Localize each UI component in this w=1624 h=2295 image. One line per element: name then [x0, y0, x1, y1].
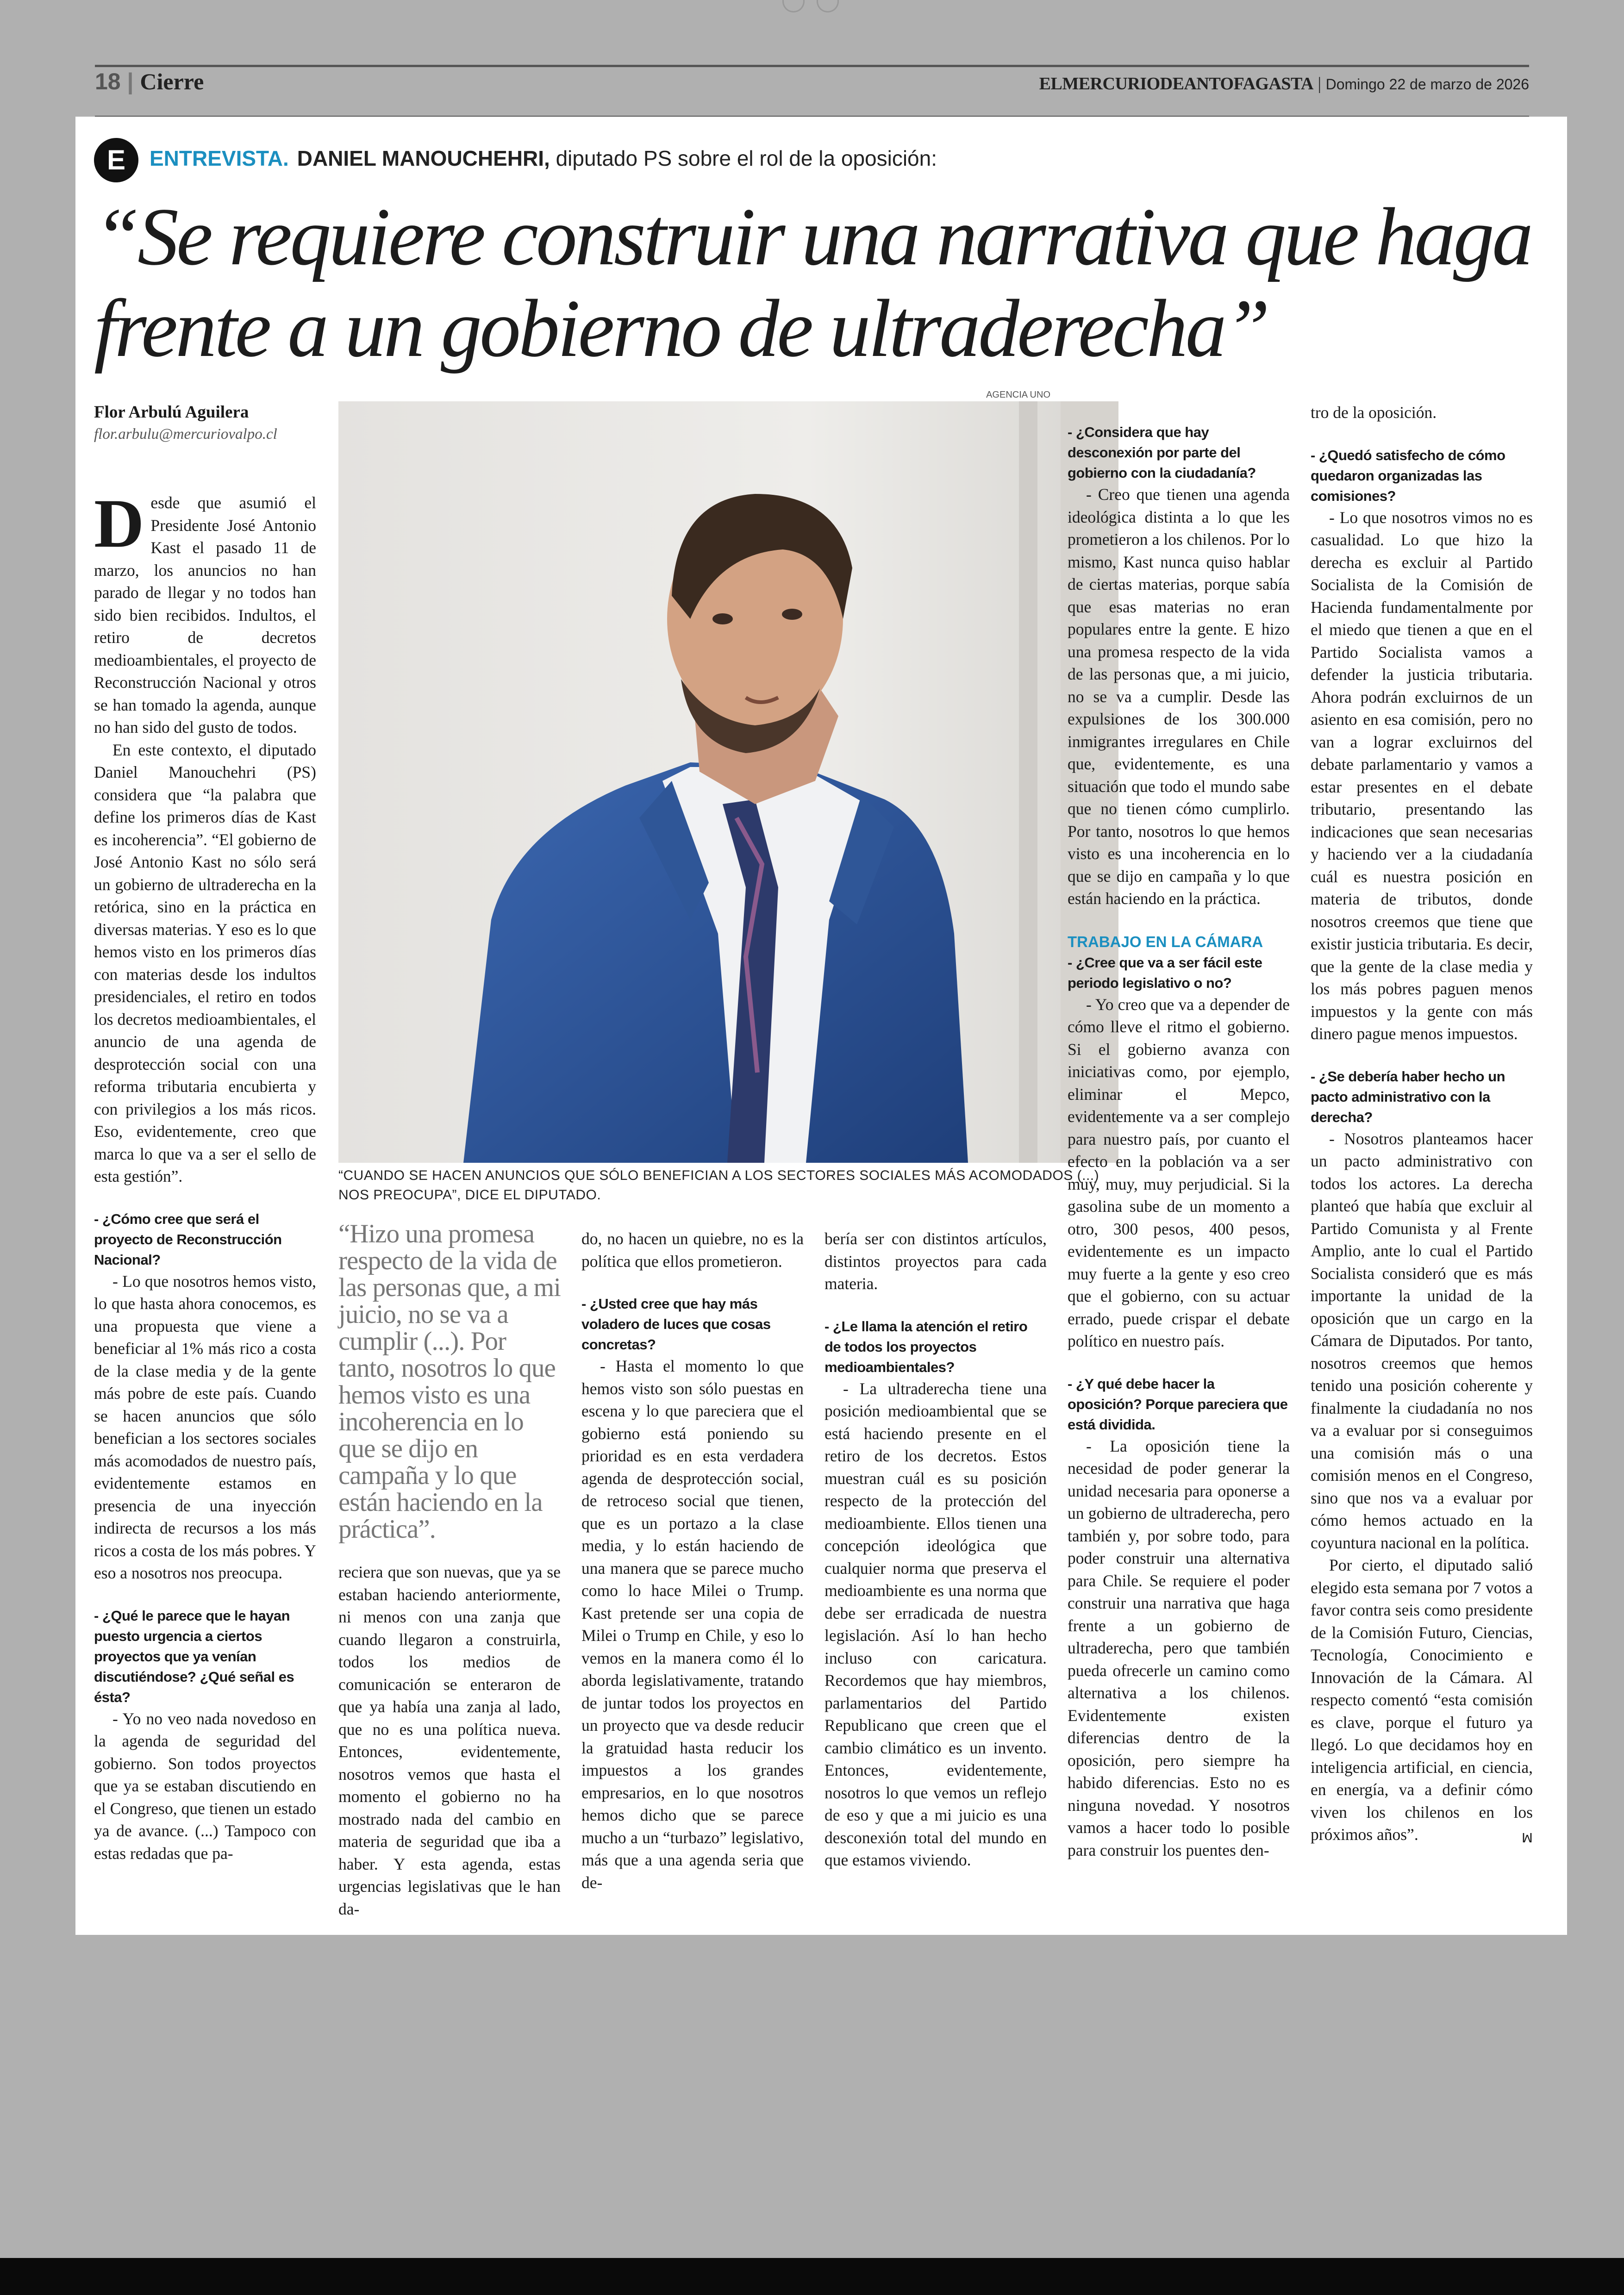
paragraph: do, no hacen un quiebre, no es la política que ellos prometieron.: [581, 1229, 804, 1271]
e-logo-icon: E: [94, 138, 138, 182]
author-name: Flor Arbulú Aguilera: [94, 403, 249, 422]
answer: - Yo no veo nada novedoso en la agenda de seguridad del gobierno. Son todos proyectos que ya se estaban discutiendo en el Congreso, que tienen un estado ya de avance. (...) Tampoco con estas redadas que pa-: [94, 1709, 316, 1863]
answer: - La ultraderecha tiene una posición medioambiental que se está haciendo presente en el retiro de los decretos. Estos muestran cuál es su posición respecto de la protección del medioambiente. Ellos tienen una concepción ideológica que cualquier norma que preserva el medioambiente es una norma que debe ser erradicada de nuestra legislación. Así lo han hecho incluso con caricatura. Recordemos que hay miembros, parlamentarios del Partido Republicano que creen que el cambio climático es un invento. Entonces, evidentemente, nosotros lo que vemos un reflejo de eso y que a mi juicio es una desconexión total del mundo en que estamos viviendo.: [824, 1379, 1047, 1869]
masthead: ELMERCURIODEANTOFAGASTA | Domingo 22 de marzo de 2026: [1039, 74, 1529, 94]
text-column-1: [94, 485, 316, 1865]
page-indicator: [782, 0, 843, 13]
text-column-5: [1068, 422, 1290, 1861]
interviewee-name: DANIEL MANOUCHEHRI,: [297, 146, 550, 170]
kicker-tag: ENTREVISTA.: [150, 146, 289, 170]
question: - ¿Quedó satisfecho de cómo quedaron organizadas las comisiones?: [1311, 447, 1505, 504]
closing-text: Por cierto, el diputado salió elegido esta semana por 7 votos a favor contra seis como presidente de la Comisión Futuro, Ciencias, Tecnología, Conocimiento e Innovación de la Cámara. Al respecto comentó “esta comisión es clave, porque el futuro ya llegó. Lo que decidamos hoy en inteligencia artificial, en ciencia, en energía, va a definir cómo viven los chilenos en los próximos años”.: [1311, 1556, 1533, 1844]
text-column-2: [338, 1561, 561, 1920]
end-mark-icon: ꟽ: [1521, 1830, 1533, 1846]
kicker: [94, 135, 937, 181]
closing-paragraph: [1311, 1554, 1533, 1846]
text-column-3: [581, 1228, 804, 1894]
answer: - La oposición tiene la necesidad de poder generar la unidad necesaria para oponerse a un gobierno de ultraderecha, pero también y, por sobre todo, para poder construir una alternativa para Chile. Se requiere el poder construir una narrativa que haga frente a un gobierno de ultraderecha, pero que también pueda ofrecerle un camino como alternativa a los chilenos. Evidentemente existen diferencias dentro de la oposición, pero siempre ha habido diferencias. Esto no es ninguna novedad. Y nosotros vamos a hacer todo lo posible para construir los puentes den-: [1068, 1436, 1290, 1859]
paragraph: tro de la oposición.: [1311, 403, 1437, 422]
answer: - Lo que nosotros hemos visto, lo que hasta ahora conocemos, es una propuesta que viene a beneficiar al 1% más rico a costa de la clase media y de la gente más pobre de este país. Cuando se hacen anuncios que sólo benefician a los sectores sociales más acomodados de nuestro país, evidentemente estamos en presencia de una inyección indirecta de recursos a los más ricos a costa de los más pobres. Y eso a nosotros nos preocupa.: [94, 1272, 316, 1582]
question: - ¿Se debería haber hecho un pacto administrativo con la derecha?: [1311, 1068, 1505, 1125]
answer: - Hasta el momento lo que hemos visto son sólo puestas en escena y lo que pareciera que el gobierno está poniendo su prioridad es en esta verdadera agenda de desprotección social, de retroceso social que tienen, que es un portazo a la clase media, y lo están haciendo de una manera que se parece mucho como lo hace Milei o Trump. Kast pretende ser una copia de Milei o Trump en Chile, y eso lo vemos en la manera como él lo aborda legislativamente, tratando de juntar todos los proyectos en un proyecto que va desde reducir la gratuidad hasta reducir los impuestos a los grandes empresarios, en lo que nosotros hemos dicho que se parece mucho a un “turbazo” legislativo, más que a una agenda seria que de-: [581, 1357, 804, 1892]
author-email[interactable]: flor.arbulu@mercuriovalpo.cl: [94, 426, 277, 443]
drop-cap: D: [94, 485, 144, 562]
headline: “Se requiere construir una narrativa que haga frente a un gobierno de ultraderecha”: [94, 191, 1531, 374]
question: - ¿Qué le parece que le hayan puesto urgencia a ciertos proyectos que ya venían discutiéndose? ¿Qué señal es ésta?: [94, 1607, 294, 1705]
kicker-description: diputado PS sobre el rol de la oposición:: [556, 146, 937, 170]
answer: - Lo que nosotros vimos no es casualidad. Lo que hizo la derecha es excluir al Partido Socialista de la Comisión de Hacienda fundamentalmente por el miedo que tienen a que en el Partido Socialista vamos a defender la justicia tributaria. Ahora podrán excluirnos de un asiento en esa comisión, pero no van a lograr excluirnos del debate parlamentario y vamos a estar presentes en el debate tributario, presentando las indicaciones que sean necesarias y haciendo ver a la ciudadanía cuál es nuestra posición en materia de tributos, donde nosotros creemos que tiene que existir justicia tributaria. Es decir, que la gente de la clase media y los más pobres paguen menos impuestos y la gente con más dinero pague menos impuestos.: [1311, 508, 1533, 1043]
issue-date: Domingo 22 de marzo de 2026: [1325, 76, 1529, 93]
text-column-4: [824, 1228, 1047, 1871]
page-number: 18: [95, 69, 121, 94]
lead-paragraph: [94, 485, 316, 739]
paragraph: En este contexto, el diputado Daniel Manouchehri (PS) considera que “la palabra que define los primeros días de Kast es incoherencia”. “El gobierno de José Antonio Kast no sólo será un gobierno de ultraderecha en la retórica, sino en la práctica en diversas materias. Y eso es lo que hemos visto en los primeros días con materias desde los indultos presidenciales, el retiro en todos los decretos medioambientales, el anuncio de una agenda de desprotección social con una reforma tributaria encubierta y con privilegios a los más ricos. Eso, evidentemente, creo que marca lo que va a ser el sello de esta gestión”.: [94, 740, 316, 1185]
byline: [94, 401, 316, 445]
section-subheading: TRABAJO EN LA CÁMARA: [1068, 933, 1263, 950]
answer: - Yo creo que va a depender de cómo lleve el ritmo el gobierno. Si el gobierno avanza con iniciativas como, por ejemplo, eliminar el Mepco, evidentemente va a ser complejo para nuestro país, por cuanto el efecto en la población va a ser muy, muy, muy perjudicial. Si la gasolina sube de un momento a otro, 300 pesos, 400 pesos, evidentemente es un impacto muy fuerte a la gente y eso creo que el gobierno, con su actuar errado, puede crispar el debate político en nuestro país.: [1068, 995, 1290, 1350]
newspaper-name: ELMERCURIODEANTOFAGASTA: [1039, 74, 1313, 94]
article: [75, 117, 1567, 1935]
bottom-bar: [0, 2258, 1624, 2295]
question: - ¿Cree que va a ser fácil este periodo legislativo o no?: [1068, 954, 1262, 991]
answer: - Nosotros planteamos hacer un pacto administrativo con todos los actores. La derecha planteó que había que excluir al Partido Comunista y al Frente Amplio, ante lo cual el Partido Socialista consideró que es más importante la unidad de la oposición que un cargo en la Cámara de Diputados. Por tanto, nosotros creemos que hemos tenido una posición coherente y finalmente la ciudadanía no nos va a evaluar por si conseguimos una comisión más o una comisión menos en el Congreso, sino que nos va a evaluar por cómo hemos actuado en la coyuntura nacional en la política.: [1311, 1129, 1533, 1552]
paragraph: reciera que son nuevas, que ya se estaban haciendo anteriormente, ni menos con una zanja que cuando llegaron a construirla, todos los medios de comunicación se enteraron de que ya había una zanja al lado, que no es una política nueva. Entonces, evidentemente, nosotros vemos que hasta el momento el gobierno no ha mostrado nada del cambio en materia de seguridad que iba a haber. Y esta agenda, estas urgencias legislativas que le han da-: [338, 1563, 561, 1918]
portrait-illustration: [338, 401, 1118, 1163]
question: - ¿Considera que hay desconexión por parte del gobierno con la ciudadanía?: [1068, 424, 1256, 481]
section-label: 18 | Cierre: [95, 69, 204, 94]
question: - ¿Usted cree que hay más voladero de luces que cosas concretas?: [581, 1296, 771, 1353]
question: - ¿Le llama la atención el retiro de todos los proyectos medioambientales?: [824, 1318, 1028, 1375]
page-dot[interactable]: [817, 0, 839, 12]
page-header: [95, 65, 1529, 118]
answer: - Creo que tienen una agenda ideológica distinta a lo que les prometieron a los chilenos. Por lo mismo, Kast nunca quiso hablar de ciertas materias, porque sabía que esas materias no eran populares entre la gente. E hizo una promesa respecto de la vida de las personas que, a mi juicio, no se va a cumplir. Desde las expulsiones de los 300.000 inmigrantes irregulares en Chile que, evidentemente, es una situación que todo el mundo sabe que no tienen cómo cumplirlo. Por tanto, nosotros lo que hemos visto es una incoherencia en lo que se dijo en campaña y lo que están haciendo en la práctica.: [1068, 485, 1290, 908]
photo-caption: “CUANDO SE HACEN ANUNCIOS QUE SÓLO BENEFICIAN A LOS SECTORES SOCIALES MÁS ACOMODADOS (...) NOS PREOCUPA”, DICE EL DIPUTADO.: [338, 1168, 1099, 1203]
portrait-photo: [338, 401, 1118, 1163]
section-name: Cierre: [140, 69, 204, 94]
page-dot[interactable]: [782, 0, 805, 12]
photo-credit: AGENCIA UNO: [986, 390, 1050, 400]
pull-quote: “Hizo una promesa respecto de la vida de las personas que, a mi juicio, no se va a cumplir (...). Por tanto, nosotros lo que hemos visto es una incoherencia en lo que se dijo en campaña y lo que están haciendo en la práctica”.: [338, 1219, 561, 1544]
question: - ¿Cómo cree que será el proyecto de Reconstrucción Nacional?: [94, 1210, 282, 1268]
question: - ¿Y qué debe hacer la oposición? Porque pareciera que está dividida.: [1068, 1375, 1288, 1433]
paragraph: bería ser con distintos artículos, distintos proyectos para cada materia.: [824, 1229, 1047, 1293]
lead-text: esde que asumió el Presidente José Antonio Kast el pasado 11 de marzo, los anuncios no han parado de llegar y no todos han sido bien recibidos. Indultos, el retiro de decretos medioambientales, el proyecto de Reconstrucción Nacional y otros se han tomado la agenda, aunque no han sido del gusto de todos.: [94, 493, 316, 736]
text-column-6: [1311, 401, 1533, 1850]
